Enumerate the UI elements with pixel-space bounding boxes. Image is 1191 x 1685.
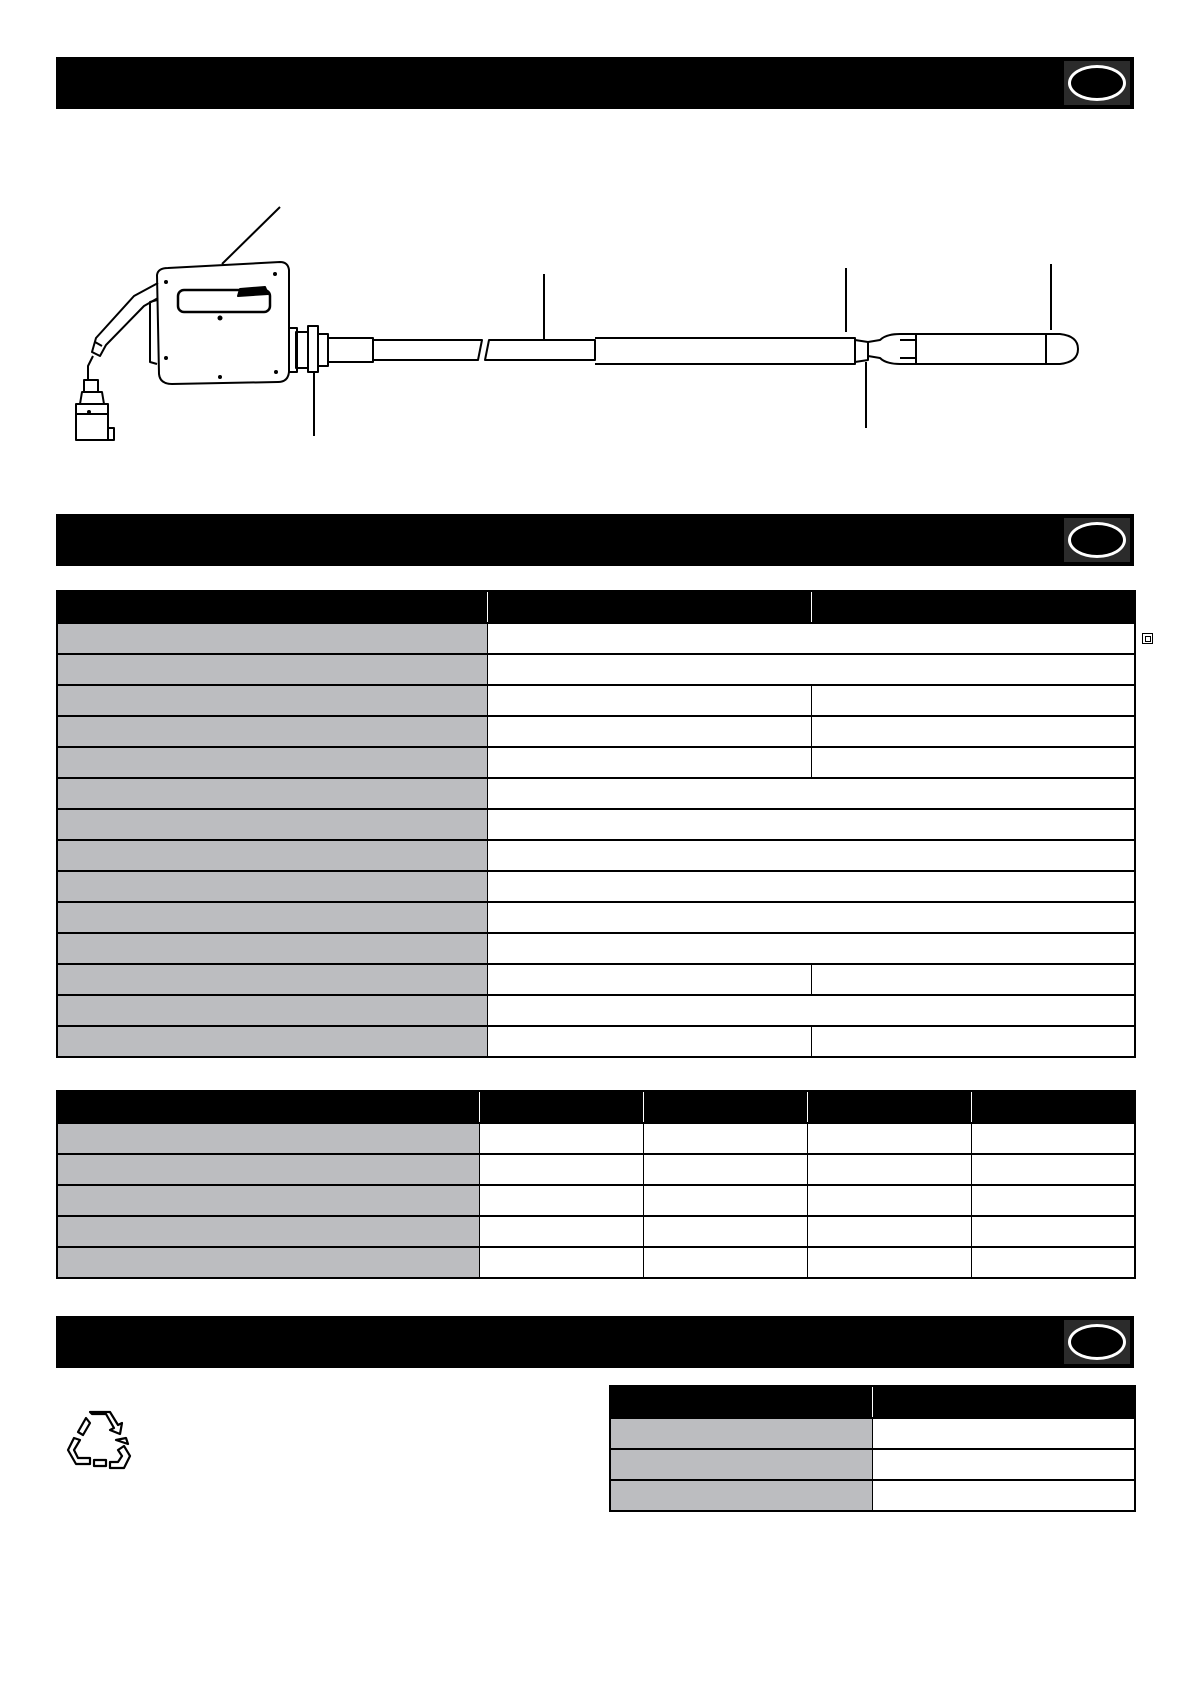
motor-coupling — [296, 326, 328, 372]
vibration-value-cell — [479, 1216, 643, 1247]
vibration-row — [57, 1185, 1135, 1216]
environment-header-row — [610, 1386, 1135, 1418]
spec-label-cell — [57, 685, 487, 716]
spec-row — [57, 716, 1135, 747]
vibration-value-cell — [971, 1185, 1135, 1216]
section-header-technical-data — [56, 514, 1134, 566]
vibration-value-cell — [807, 1185, 971, 1216]
vibration-value-cell — [479, 1247, 643, 1278]
environment-table — [609, 1385, 1136, 1512]
vibration-label-cell — [57, 1123, 479, 1154]
language-oval-icon — [1068, 1324, 1126, 1360]
vibration-value-cell — [971, 1154, 1135, 1185]
spec-value-cell — [487, 654, 1135, 685]
spec-value-cell — [487, 1026, 811, 1057]
vibration-value-cell — [643, 1216, 807, 1247]
spec-label-cell — [57, 871, 487, 902]
spec-label-cell — [57, 840, 487, 871]
vibration-value-cell — [807, 1154, 971, 1185]
environment-row — [610, 1480, 1135, 1511]
vibration-label-cell — [57, 1247, 479, 1278]
spec-row — [57, 933, 1135, 964]
vibrating-head — [868, 334, 1078, 364]
vibration-value-cell — [643, 1247, 807, 1278]
environment-label-cell — [610, 1449, 872, 1480]
spec-label-cell — [57, 654, 487, 685]
vibration-label-cell — [57, 1185, 479, 1216]
spec-value-cell — [811, 747, 1135, 778]
vibration-header-cell — [479, 1091, 643, 1123]
spec-value-cell — [487, 685, 811, 716]
language-badge — [1064, 518, 1130, 562]
spec-row — [57, 902, 1135, 933]
vibration-header-cell — [643, 1091, 807, 1123]
spec-value-cell — [487, 809, 1135, 840]
spec-row — [57, 995, 1135, 1026]
environment-label-cell — [610, 1480, 872, 1511]
vibration-value-cell — [643, 1123, 807, 1154]
language-badge — [1064, 1320, 1130, 1364]
cable-guard — [92, 283, 158, 356]
leader-line-motor — [222, 207, 280, 264]
spec-value-cell — [487, 716, 811, 747]
vibration-value-cell — [807, 1123, 971, 1154]
vibration-value-cell — [971, 1123, 1135, 1154]
vibration-value-cell — [971, 1216, 1135, 1247]
spec-label-cell — [57, 716, 487, 747]
language-badge — [1064, 61, 1130, 105]
spec-label-cell — [57, 995, 487, 1026]
environment-header-cell — [610, 1386, 872, 1418]
spec-label-cell — [57, 902, 487, 933]
spec-row — [57, 623, 1135, 654]
spec-row — [57, 654, 1135, 685]
spec-value-cell — [487, 902, 1135, 933]
spec-value-cell — [811, 716, 1135, 747]
vibration-value-cell — [479, 1185, 643, 1216]
double-insulation-inner-square — [1145, 636, 1151, 642]
spec-label-cell — [57, 964, 487, 995]
double-insulation-icon — [1142, 633, 1153, 644]
spec-row — [57, 840, 1135, 871]
spec-row — [57, 685, 1135, 716]
vibration-row — [57, 1247, 1135, 1278]
environment-value-cell — [872, 1418, 1135, 1449]
spec-label-cell — [57, 778, 487, 809]
spec-label-cell — [57, 1026, 487, 1057]
concrete-vibrator-illustration — [56, 195, 1134, 445]
language-oval-icon — [1068, 522, 1126, 558]
vibration-data-table — [56, 1090, 1136, 1279]
spec-row — [57, 747, 1135, 778]
spec-value-cell — [487, 995, 1135, 1026]
vibration-value-cell — [479, 1123, 643, 1154]
spec-value-cell — [811, 964, 1135, 995]
environment-row — [610, 1418, 1135, 1449]
vibration-value-cell — [807, 1247, 971, 1278]
spec-value-cell — [811, 685, 1135, 716]
environment-row — [610, 1449, 1135, 1480]
vibration-label-cell — [57, 1154, 479, 1185]
recycle-icon — [66, 1410, 132, 1474]
vibration-row — [57, 1154, 1135, 1185]
environment-label-cell — [610, 1418, 872, 1449]
vibration-header-row — [57, 1091, 1135, 1123]
spec-row — [57, 1026, 1135, 1057]
spec-value-cell — [487, 778, 1135, 809]
spec-header-row — [57, 591, 1135, 623]
spec-row — [57, 778, 1135, 809]
spec-value-cell — [487, 871, 1135, 902]
spec-label-cell — [57, 809, 487, 840]
environment-header-cell — [872, 1386, 1135, 1418]
section-header-environment — [56, 1316, 1134, 1368]
section-header-overview — [56, 57, 1134, 109]
flexible-hose — [328, 338, 868, 364]
technical-data-table — [56, 590, 1136, 1058]
vibration-header-cell — [807, 1091, 971, 1123]
spec-value-cell — [487, 964, 811, 995]
spec-label-cell — [57, 933, 487, 964]
vibration-header-cell — [971, 1091, 1135, 1123]
vibration-row — [57, 1216, 1135, 1247]
spec-header-cell — [811, 591, 1135, 623]
spec-header-cell — [57, 591, 487, 623]
spec-value-cell — [487, 933, 1135, 964]
vibration-value-cell — [807, 1216, 971, 1247]
vibration-value-cell — [643, 1154, 807, 1185]
spec-label-cell — [57, 623, 487, 654]
vibration-value-cell — [479, 1154, 643, 1185]
power-plug — [76, 356, 114, 440]
spec-row — [57, 964, 1135, 995]
spec-value-cell — [487, 747, 811, 778]
spec-row — [57, 809, 1135, 840]
spec-label-cell — [57, 747, 487, 778]
environment-value-cell — [872, 1449, 1135, 1480]
motor-housing — [150, 262, 297, 384]
vibration-value-cell — [643, 1185, 807, 1216]
spec-value-cell — [487, 840, 1135, 871]
language-oval-icon — [1068, 65, 1126, 101]
vibration-label-cell — [57, 1216, 479, 1247]
vibration-value-cell — [971, 1247, 1135, 1278]
spec-row — [57, 871, 1135, 902]
spec-value-cell — [811, 1026, 1135, 1057]
spec-value-cell — [487, 623, 1135, 654]
vibration-row — [57, 1123, 1135, 1154]
environment-value-cell — [872, 1480, 1135, 1511]
vibration-header-cell — [57, 1091, 479, 1123]
spec-header-cell — [487, 591, 811, 623]
